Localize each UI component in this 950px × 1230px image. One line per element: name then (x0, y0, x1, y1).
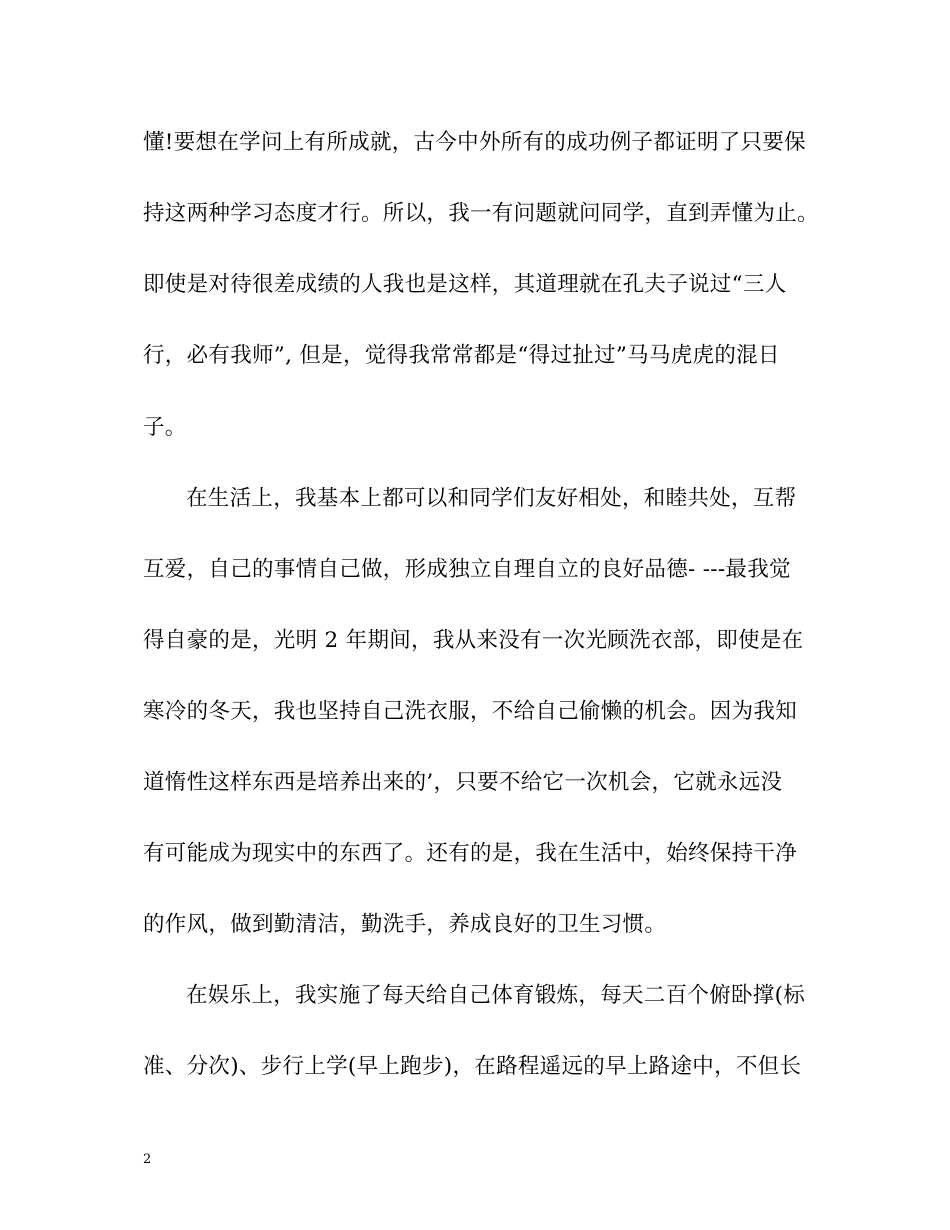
text-line: 有可能成为现实中的东西了。还有的是，我在生活中，始终保持干净 (143, 841, 798, 866)
text-line: 道惰性这样东西是培养出来的’，只要不给它一次机会，它就永远没 (143, 770, 783, 795)
page-number: 2 (143, 1152, 152, 1167)
text-line: 懂!要想在学问上有所成就，古今中外所有的成功例子都证明了只要保 (143, 130, 806, 155)
text-line: 寒冷的冬天，我也坚持自己洗衣服，不给自己偷懒的机会。因为我知 (143, 699, 798, 724)
text-line: 得自豪的是，光明 2 年期间，我从来没有一次光顾洗衣部，即使是在 (143, 628, 804, 653)
text-line: 准、分次)、步行上学(早上跑步)，在路程遥远的早上路途中，不但长 (143, 1054, 802, 1079)
text-line: 子。 (143, 415, 187, 440)
paragraph-first-line: 在生活上，我基本上都可以和同学们友好相处，和睦共处，互帮 (186, 486, 797, 511)
text-line: 持这两种学习态度才行。所以，我一有问题就问同学，直到弄懂为止。 (143, 201, 819, 226)
text-line: 互爱，自己的事情自己做，形成独立自理自立的良好品德- ---最我觉 (143, 557, 791, 582)
text-line: 的作风，做到勤清洁，勤洗手，养成良好的卫生习惯。 (143, 912, 667, 937)
text-line: 行，必有我师”, 但是，觉得我常常都是“得过扯过”马马虎虎的混日 (143, 343, 780, 368)
text-line: 即使是对待很差成绩的人我也是这样，其道理就在孔夫子说过“三人 (143, 272, 787, 297)
paragraph-first-line: 在娱乐上，我实施了每天给自己体育锻炼，每天二百个俯卧撑(标 (186, 983, 806, 1008)
